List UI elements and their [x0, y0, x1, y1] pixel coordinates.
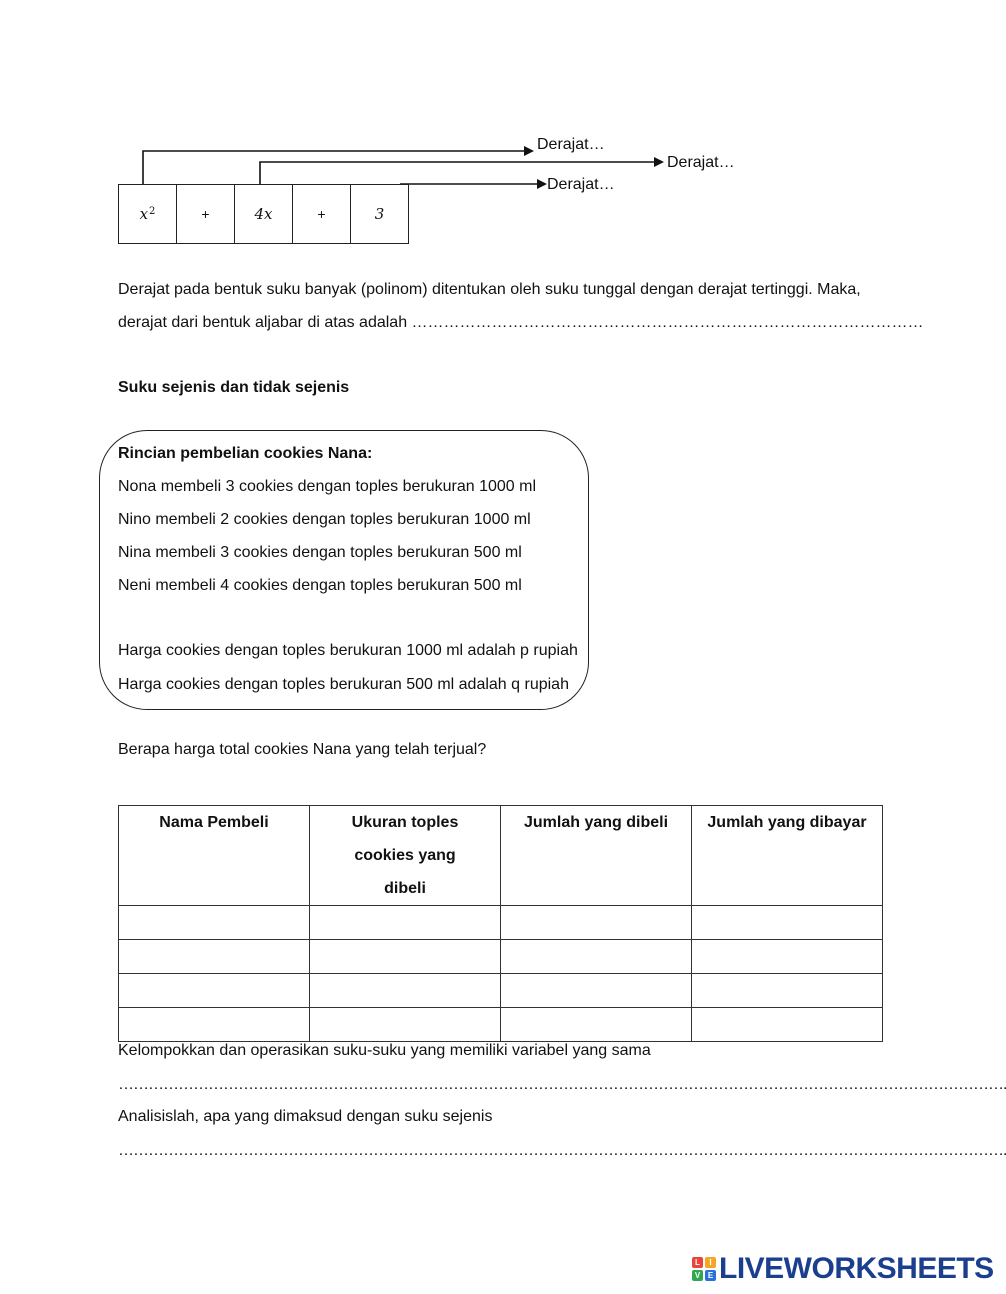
- table-cell[interactable]: [501, 940, 692, 974]
- table-row: [119, 940, 883, 974]
- degree-paragraph-line2: derajat dari bentuk aljabar di atas adalah ……………………………………………………………………………………: [118, 314, 924, 331]
- table-cell[interactable]: [310, 1008, 501, 1042]
- price-line: Harga cookies dengan toples berukuran 500 ml adalah q rupiah: [118, 676, 569, 693]
- arrowhead-4x: [654, 157, 664, 167]
- task-1-text: Kelompokkan dan operasikan suku-suku yang memiliki variabel yang sama: [118, 1042, 651, 1059]
- arrowhead-3: [537, 179, 547, 189]
- purchase-details-box: [99, 430, 589, 710]
- table-cell[interactable]: [119, 1008, 310, 1042]
- header-jar-size: Ukuran toples cookies yang dibeli: [310, 806, 501, 906]
- purchase-line: Nina membeli 3 cookies dengan toples berukuran 500 ml: [118, 544, 522, 561]
- table-cell[interactable]: [310, 906, 501, 940]
- table-row: [119, 974, 883, 1008]
- purchase-line: Nona membeli 3 cookies dengan toples berukuran 1000 ml: [118, 478, 537, 495]
- table-cell[interactable]: [119, 906, 310, 940]
- table-cell[interactable]: [119, 974, 310, 1008]
- logo-block: V: [692, 1270, 703, 1281]
- header-quantity: Jumlah yang dibeli: [501, 806, 692, 906]
- arrow-label-x2: Derajat…: [537, 136, 605, 153]
- degree-paragraph-line1: Derajat pada bentuk suku banyak (polinom) ditentukan oleh suku tunggal dengan derajat tertinggi. Maka,: [118, 281, 861, 298]
- table-cell[interactable]: [119, 940, 310, 974]
- logo-block: I: [705, 1257, 716, 1268]
- section-title: Suku sejenis dan tidak sejenis: [118, 379, 350, 396]
- term-constant: 3: [350, 184, 409, 244]
- table-row: [119, 906, 883, 940]
- table-cell[interactable]: [501, 1008, 692, 1042]
- logo-block: E: [705, 1270, 716, 1281]
- logo-text: LIVEWORKSHEETS: [719, 1252, 994, 1285]
- task-2-text: Analisislah, apa yang dimaksud dengan suku sejenis: [118, 1108, 493, 1125]
- header-buyer-name: Nama Pembeli: [119, 806, 310, 906]
- arrow-label-3: Derajat…: [547, 176, 615, 193]
- logo-icon: [692, 1257, 716, 1281]
- polynomial-boxes: [118, 184, 409, 244]
- purchase-box-title: Rincian pembelian cookies Nana:: [118, 445, 373, 462]
- arrowhead-x2: [524, 146, 534, 156]
- header-amount-paid: Jumlah yang dibayar: [692, 806, 883, 906]
- plus-operator: +: [292, 184, 351, 244]
- table-cell[interactable]: [692, 940, 883, 974]
- table-row: [119, 1008, 883, 1042]
- term-x-squared: x $^2$: [118, 184, 177, 244]
- purchase-table: [118, 805, 883, 1042]
- purchase-line: Neni membeli 4 cookies dengan toples berukuran 500 ml: [118, 577, 522, 594]
- table-cell[interactable]: [501, 906, 692, 940]
- table-cell[interactable]: [310, 940, 501, 974]
- answer-line-1[interactable]: …………………………………………………………………………………………………………………………………………………………….: [118, 1076, 1006, 1093]
- table-cell[interactable]: [310, 974, 501, 1008]
- arrow-x2: [143, 151, 525, 184]
- purchase-line: Nino membeli 2 cookies dengan toples berukuran 1000 ml: [118, 511, 531, 528]
- price-line: Harga cookies dengan toples berukuran 1000 ml adalah p rupiah: [118, 642, 578, 659]
- answer-line-2[interactable]: …………………………………………………………………………………………………………………………………………………………….: [118, 1142, 1006, 1159]
- table-cell[interactable]: [692, 974, 883, 1008]
- plus-operator: +: [176, 184, 235, 244]
- table-cell[interactable]: [501, 974, 692, 1008]
- logo-block: L: [692, 1257, 703, 1268]
- table-cell[interactable]: [692, 906, 883, 940]
- question-text: Berapa harga total cookies Nana yang telah terjual?: [118, 741, 487, 758]
- liveworksheets-logo: [692, 1252, 994, 1286]
- arrow-label-4x: Derajat…: [667, 154, 735, 171]
- table-cell[interactable]: [692, 1008, 883, 1042]
- term-4x: 4x: [234, 184, 293, 244]
